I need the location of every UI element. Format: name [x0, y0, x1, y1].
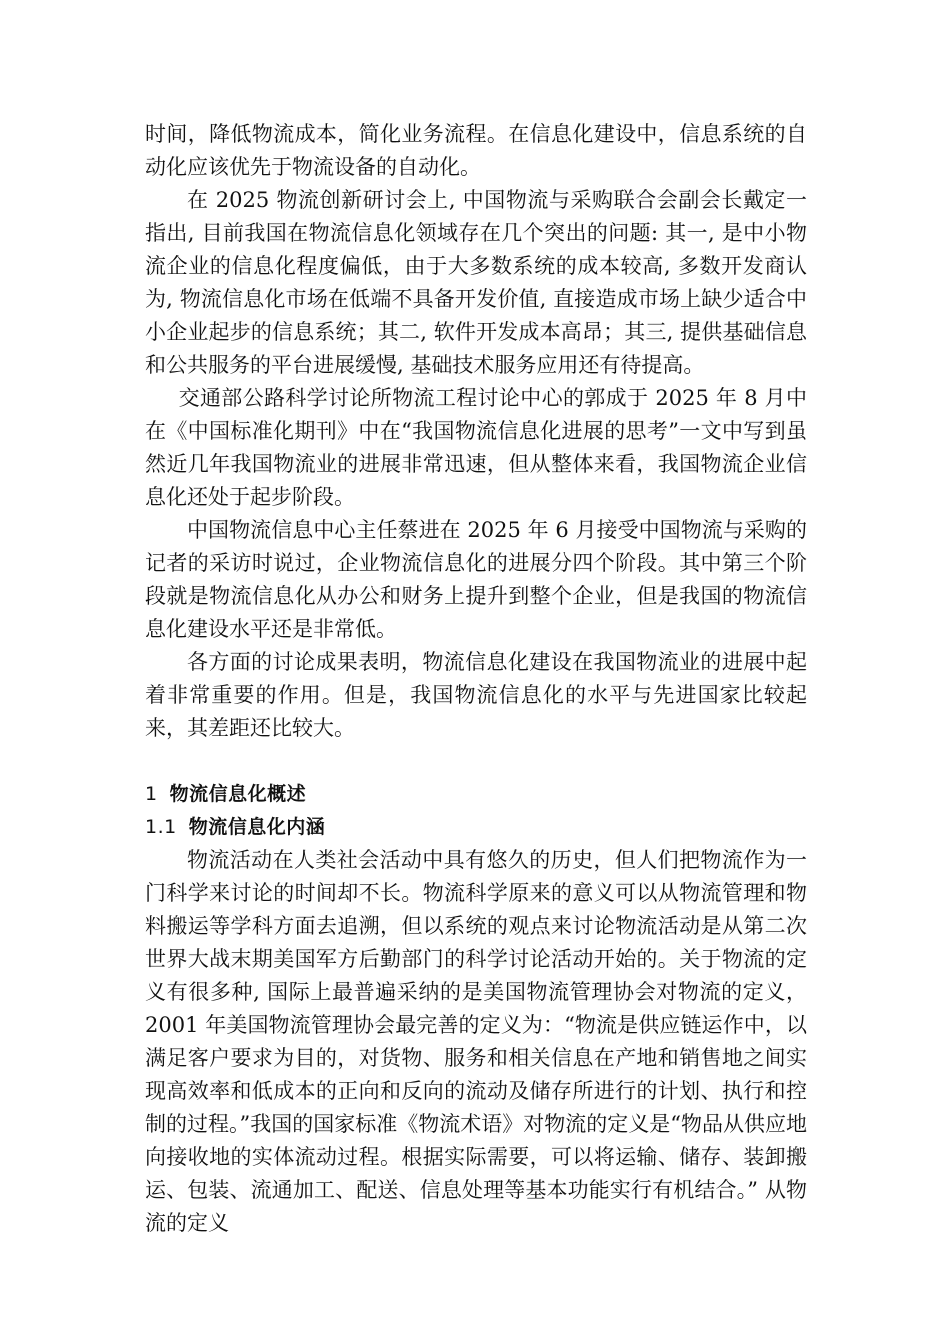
paragraph-intro-continuation: 时间，降低物流成本，简化业务流程。在信息化建设中，信息系统的自动化应该优先于物流设备的自动化。: [145, 122, 807, 179]
section-title: 物流信息化概述: [169, 783, 307, 805]
section-heading: [145, 778, 807, 811]
paragraph-symposium: 在 2025 物流创新研讨会上, 中国物流与采购联合会副会长戴定一指出, 目前我国在物流信息化领域存在几个突出的问题: 其一, 是中小物流企业的信息化程度偏低，由于大多数系统的成本较高, 多数开发商认为, 物流信息化市场在低端不具备开发价值, 直接造成市场上缺少适合中小企业起步的信息系统；其二, 软件开发成本高昂；其三, 提供基础信息和公共服务的平台进展缓慢, 基础技术服务应用还有待提高。: [145, 188, 807, 377]
section-number: 1: [145, 783, 158, 805]
subsection-title: 物流信息化内涵: [188, 816, 326, 838]
document-page: [145, 118, 807, 1240]
paragraph-logistics-definition: 物流活动在人类社会活动中具有悠久的历史，但人们把物流作为一门科学来讨论的时间却不长。物流科学原来的意义可以从物流管理和物料搬运等学科方面去追溯，但以系统的观点来讨论物流活动是从第二次世界大战末期美国军方后勤部门的科学讨论活动开始的。关于物流的定义有很多种, 国际上最普遍采纳的是美国物流管理协会对物流的定义， 2001 年美国物流管理协会最完善的定义为：“物流是供应链运作中，以满足客户要求为目的，对货物、服务和相关信息在产地和销售地之间实现高效率和低成本的正向和反向的流动及储存所进行的计划、执行和控制的过程。”我国的国家标准《物流术语》对物流的定义是“物品从供应地向接收地的实体流动过程。根据实际需要，可以将运输、储存、装卸搬运、包装、流通加工、配送、信息处理等基本功能实行有机结合。” 从物流的定义: [145, 848, 807, 1235]
paragraph-research-summary: 各方面的讨论成果表明，物流信息化建设在我国物流业的进展中起着非常重要的作用。但是，我国物流信息化的水平与先进国家比较起来，其差距还比较大。: [145, 650, 807, 740]
paragraph-cai-jin: 中国物流信息中心主任蔡进在 2025 年 6 月接受中国物流与采购的记者的采访时说过，企业物流信息化的进展分四个阶段。其中第三个阶段就是物流信息化从办公和财务上提升到整个企业，但是我国的物流信息化建设水平还是非常低。: [145, 518, 807, 641]
subsection-heading: [145, 811, 807, 844]
section-spacer: [145, 745, 807, 778]
paragraph-guo-cheng: 交通部公路科学讨论所物流工程讨论中心的郭成于 2025 年 8 月中在《中国标准化期刊》中在“我国物流信息化进展的思考”一文中写到虽然近几年我国物流业的进展非常迅速，但从整体来看，我国物流企业信息化还处于起步阶段。: [145, 386, 807, 509]
subsection-number: 1.1: [145, 816, 177, 838]
